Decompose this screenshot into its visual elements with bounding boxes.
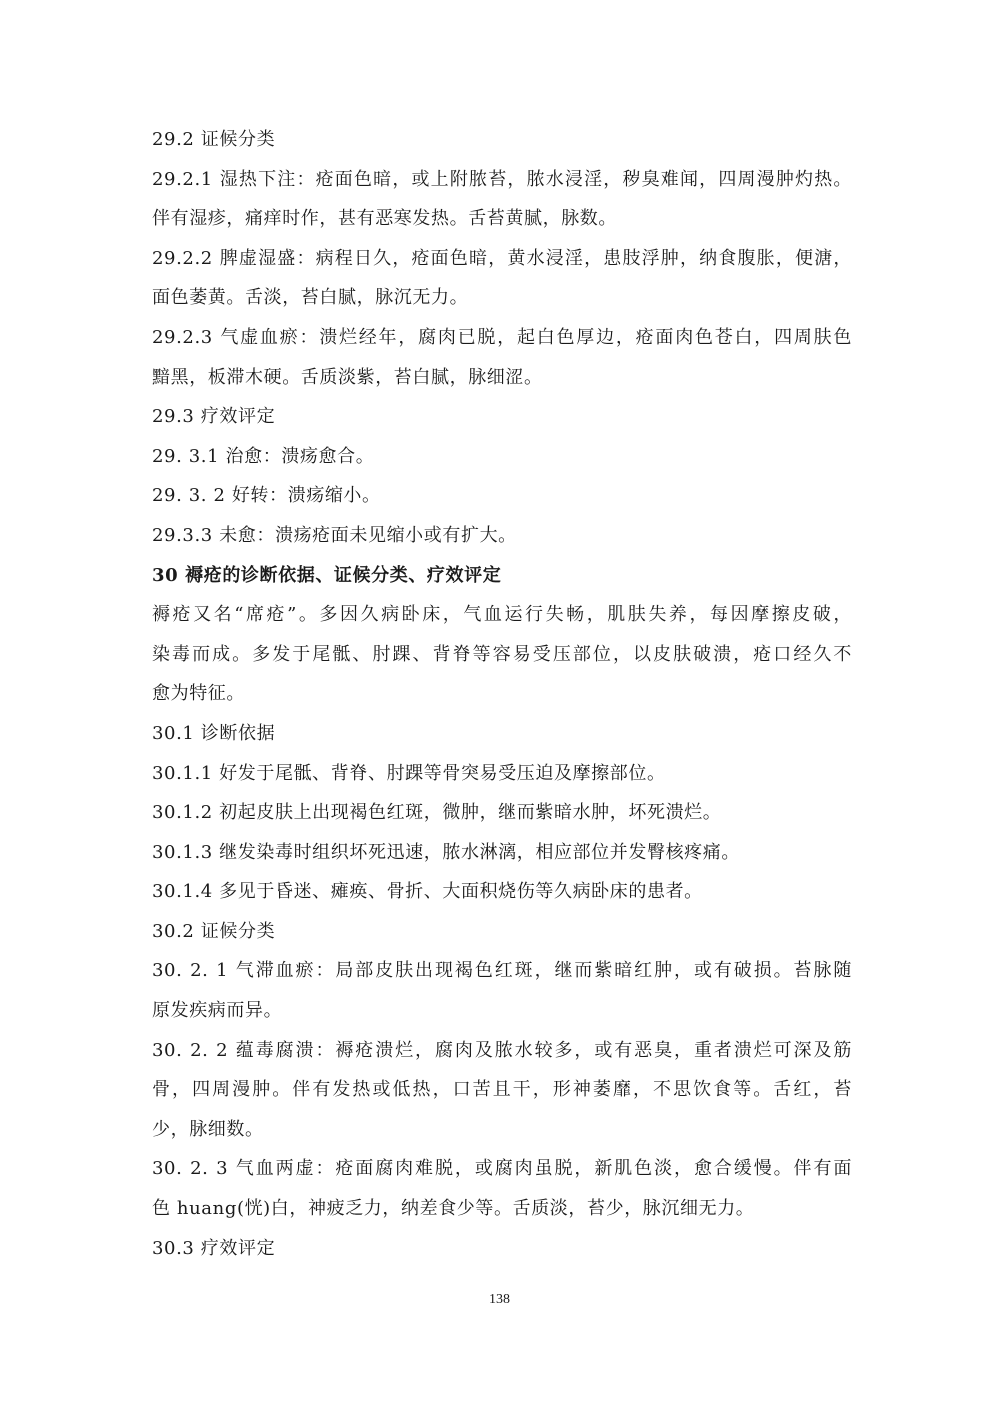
text-line: 29. 3.1 治愈：溃疡愈合。 [152, 445, 375, 467]
text-line: 30. 2. 1 气滞血瘀：局部皮肤出现褐色红斑，继而紫暗红肿，或有破损。苔脉随 [152, 960, 852, 982]
text-line: 30.1.4 多见于昏迷、瘫痪、骨折、大面积烧伤等久病卧床的患者。 [152, 881, 703, 903]
text-line: 30.1.1 好发于尾骶、背脊、肘踝等骨突易受压迫及摩擦部位。 [152, 762, 666, 784]
text-line: 原发疾病而异。 [152, 1000, 283, 1022]
text-line: 黯黑，板滞木硬。舌质淡紫，苔白腻，脉细涩。 [152, 366, 543, 388]
section-heading-30-2: 30.2 证候分类 [152, 920, 276, 942]
text-line: 面色萎黄。舌淡，苔白腻，脉沉无力。 [152, 287, 469, 309]
text-line: 29.3.3 未愈：溃疡疮面未见缩小或有扩大。 [152, 524, 517, 546]
section-heading-30-3: 30.3 疗效评定 [152, 1237, 276, 1259]
page-number: 138 [489, 1292, 510, 1307]
text-line: 色 huang(恍)白，神疲乏力，纳差食少等。舌质淡，苔少，脉沉细无力。 [152, 1198, 755, 1220]
document-body [152, 120, 852, 1268]
section-heading-29-2: 29.2 证候分类 [152, 129, 276, 150]
text-line: 骨，四周漫肿。伴有发热或低热，口苦且干，形神萎靡，不思饮食等。舌红，苔 [152, 1079, 852, 1101]
chapter-heading-30: 30 褥疮的诊断依据、证候分类、疗效评定 [152, 564, 502, 586]
text-line: 29.2.3 气虚血瘀：溃烂经年，腐肉已脱，起白色厚边，疮面肉色苍白，四周肤色 [152, 326, 852, 348]
text-line: 少，脉细数。 [152, 1118, 264, 1140]
text-line: 30.1.2 初起皮肤上出现褐色红斑，微肿，继而紫暗水肿，坏死溃烂。 [152, 802, 722, 824]
section-heading-30-1: 30.1 诊断依据 [152, 722, 276, 744]
text-line: 29.2.2 脾虚湿盛：病程日久，疮面色暗，黄水浸淫，患肢浮肿，纳食腹胀，便溏， [152, 247, 852, 269]
section-heading-29-3: 29.3 疗效评定 [152, 406, 276, 428]
text-line: 29. 3. 2 好转：溃疡缩小。 [152, 485, 381, 507]
text-line: 30. 2. 2 蕴毒腐溃：褥疮溃烂，腐肉及脓水较多，或有恶臭，重者溃烂可深及筋 [152, 1039, 852, 1061]
text-line: 褥疮又名“席疮”。多因久病卧床，气血运行失畅，肌肤失养，每因摩擦皮破， [152, 604, 852, 626]
text-line: 30. 2. 3 气血两虚：疮面腐肉难脱，或腐肉虽脱，新肌色淡，愈合缓慢。伴有面 [152, 1158, 852, 1180]
text-line: 染毒而成。多发于尾骶、肘踝、背脊等容易受压部位，以皮肤破溃，疮口经久不 [152, 643, 852, 665]
text-line: 30.1.3 继发染毒时组织坏死迅速，脓水淋漓，相应部位并发臀核疼痛。 [152, 841, 740, 863]
text-line: 愈为特征。 [152, 683, 245, 705]
text-line: 29.2.1 湿热下注：疮面色暗，或上附脓苔，脓水浸淫，秽臭难闻，四周漫肿灼热。 [152, 168, 852, 190]
text-line: 伴有湿疹，痛痒时作，甚有恶寒发热。舌苔黄腻，脉数。 [152, 208, 617, 230]
